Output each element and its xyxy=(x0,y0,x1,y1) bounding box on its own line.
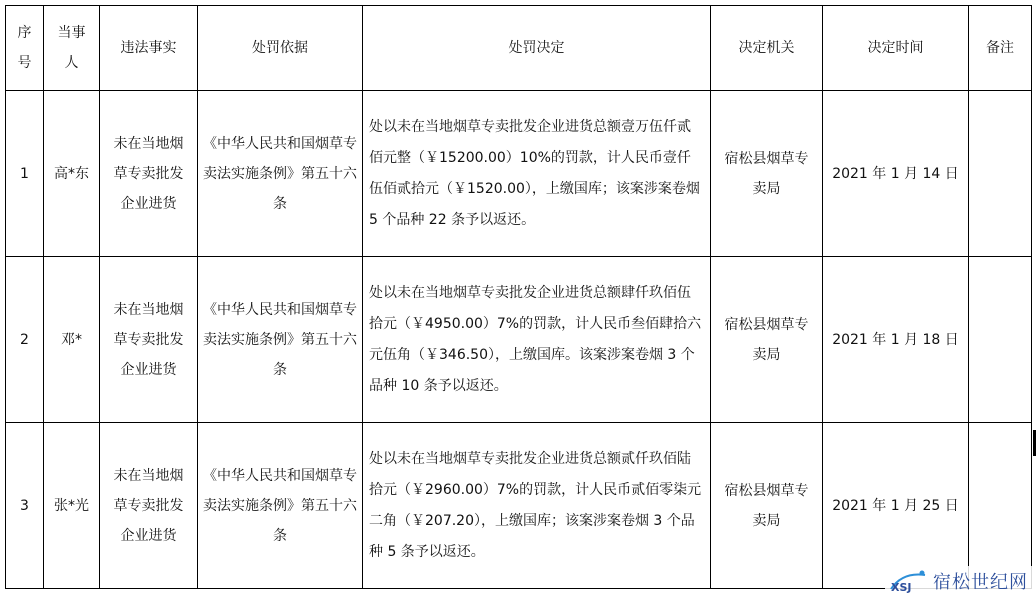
cell-authority: 宿松县烟草专卖局 xyxy=(711,91,823,257)
table-row xyxy=(6,257,1032,423)
header-seq: 序号 xyxy=(6,6,44,91)
cell-basis: 《中华人民共和国烟草专卖法实施条例》第五十六条 xyxy=(198,423,363,589)
cell-date: 2021 年 1 月 18 日 xyxy=(823,257,969,423)
cell-party: 高*东 xyxy=(44,91,100,257)
cell-seq: 3 xyxy=(6,423,44,589)
cell-decision: 处以未在当地烟草专卖批发企业进货总额壹万伍仟贰佰元整（￥15200.00）10%的罚款，计人民币壹仟伍佰贰拾元（￥1520.00），上缴国库；该案涉案卷烟 5 个品种 22 条予以返还。 xyxy=(363,91,711,257)
cell-party: 张*光 xyxy=(44,423,100,589)
cell-date: 2021 年 1 月 14 日 xyxy=(823,91,969,257)
table-row xyxy=(6,423,1032,589)
header-facts: 违法事实 xyxy=(100,6,198,91)
cell-remarks xyxy=(969,257,1032,423)
cell-decision: 处以未在当地烟草专卖批发企业进货总额肆仟玖佰伍拾元（￥4950.00）7%的罚款，计人民币叁佰肆拾六元伍角（￥346.50），上缴国库。该案涉案卷烟 3 个品种 10 条予以返还。 xyxy=(363,257,711,423)
watermark-logo-icon xyxy=(889,569,929,593)
cell-party: 邓* xyxy=(44,257,100,423)
cell-remarks xyxy=(969,91,1032,257)
cell-date: 2021 年 1 月 25 日 xyxy=(823,423,969,589)
watermark xyxy=(885,566,1032,596)
cell-decision: 处以未在当地烟草专卖批发企业进货总额贰仟玖佰陆拾元（￥2960.00）7%的罚款，计人民币贰佰零柒元二角（￥207.20），上缴国库；该案涉案卷烟 3 个品种 5 条予以返还。 xyxy=(363,423,711,589)
cell-basis: 《中华人民共和国烟草专卖法实施条例》第五十六条 xyxy=(198,257,363,423)
watermark-logo-text: XSJ xyxy=(891,581,912,593)
header-party: 当事人 xyxy=(44,6,100,91)
cell-seq: 2 xyxy=(6,257,44,423)
cell-seq: 1 xyxy=(6,91,44,257)
cell-facts: 未在当地烟草专卖批发企业进货 xyxy=(100,257,198,423)
cell-remarks xyxy=(969,423,1032,589)
header-row xyxy=(6,6,1032,91)
header-remarks: 备注 xyxy=(969,6,1032,91)
penalty-table xyxy=(5,5,1032,589)
header-decision: 处罚决定 xyxy=(363,6,711,91)
watermark-text: 宿松世纪网 xyxy=(933,572,1028,593)
header-authority: 决定机关 xyxy=(711,6,823,91)
table-row xyxy=(6,91,1032,257)
cell-authority: 宿松县烟草专卖局 xyxy=(711,423,823,589)
cell-authority: 宿松县烟草专卖局 xyxy=(711,257,823,423)
header-basis: 处罚依据 xyxy=(198,6,363,91)
header-date: 决定时间 xyxy=(823,6,969,91)
cell-basis: 《中华人民共和国烟草专卖法实施条例》第五十六条 xyxy=(198,91,363,257)
cell-facts: 未在当地烟草专卖批发企业进货 xyxy=(100,91,198,257)
cell-facts: 未在当地烟草专卖批发企业进货 xyxy=(100,423,198,589)
